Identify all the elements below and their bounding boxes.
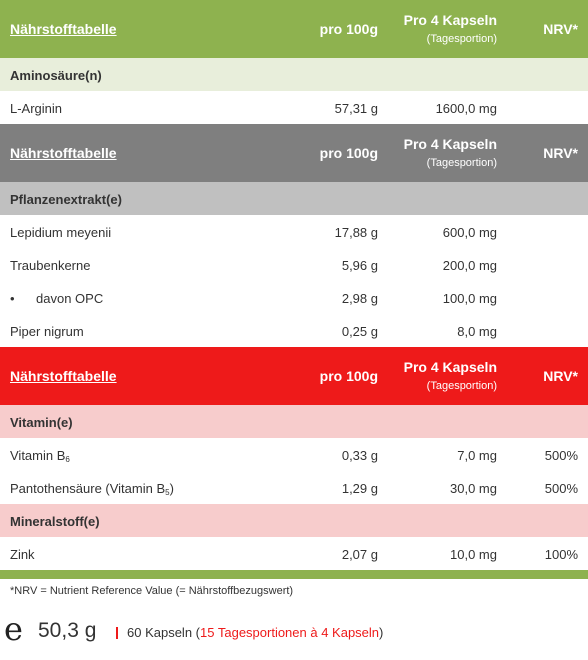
per-4-capsules-value: 8,0 mg (457, 324, 497, 339)
nutrient-name (10, 481, 174, 497)
per-100g-value: 2,98 g (341, 291, 378, 306)
table-header-plant (0, 124, 588, 182)
table-header-vitamins (0, 347, 588, 405)
section-label: Pflanzenextrakt(e) (10, 192, 122, 207)
table-row (0, 248, 588, 281)
section-label: Aminosäure(n) (10, 68, 102, 83)
table-row (0, 471, 588, 504)
portion-info: 15 Tagesportionen à 4 Kapseln (200, 625, 380, 640)
per-100g-value: 1,29 g (341, 481, 378, 496)
nutrient-name-suffix: ) (169, 481, 174, 496)
per-100g-value: 0,33 g (341, 448, 378, 463)
section-amino (0, 58, 588, 91)
per-100g-value: 2,07 g (341, 547, 378, 562)
nutrient-name (10, 448, 70, 464)
header-title: Nährstofftabelle (10, 21, 117, 37)
nutrient-name-text: Pantothensäure (Vitamin B (10, 481, 166, 496)
header-nrv: NRV* (543, 145, 578, 161)
nutrient-name: Traubenkerne (10, 258, 91, 273)
paren-open: ( (192, 625, 201, 640)
table-row (0, 281, 588, 314)
header-nrv: NRV* (543, 368, 578, 384)
header-per-100g: pro 100g (319, 21, 378, 37)
table-row (0, 537, 588, 570)
footnote (0, 579, 588, 605)
table-row (0, 215, 588, 248)
paren-close: ) (379, 625, 384, 640)
header-daily-portion: (Tagesportion) (426, 157, 497, 169)
nutrient-subscript: 6 (65, 455, 70, 464)
table-header-amino (0, 0, 588, 58)
price-block (0, 610, 588, 652)
nutrient-name: Zink (10, 547, 35, 562)
per-4-capsules-value: 1600,0 mg (435, 101, 497, 116)
per-100g-value: 57,31 g (334, 101, 378, 116)
header-daily-portion: (Tagesportion) (426, 380, 497, 392)
per-4-capsules-value: 30,0 mg (450, 481, 497, 496)
bullet-icon: • (10, 291, 15, 306)
capsule-count: 60 Kapseln (127, 625, 193, 640)
table-row (0, 314, 588, 347)
nrv-value: 500% (544, 448, 578, 463)
nutrient-name: Piper nigrum (10, 324, 84, 339)
per-4-capsules-value: 600,0 mg (442, 225, 497, 240)
header-per-4-capsules: Pro 4 Kapseln (403, 136, 497, 152)
per-100g-value: 0,25 g (341, 324, 378, 339)
nutrient-name: L-Arginin (10, 101, 63, 116)
nrv-value: 500% (544, 481, 578, 496)
per-100g-value: 5,96 g (341, 258, 378, 273)
footnote-text: *NRV = Nutrient Reference Value (= Nährstoffbezugswert) (10, 585, 294, 597)
section-label: Mineralstoff(e) (10, 514, 100, 529)
per-4-capsules-value: 10,0 mg (450, 547, 497, 562)
header-per-4-capsules: Pro 4 Kapseln (403, 359, 497, 375)
section-plant (0, 182, 588, 215)
nrv-value: 100% (544, 547, 578, 562)
nutrient-subitem (10, 291, 103, 306)
section-label: Vitamin(e) (10, 415, 73, 430)
header-title: Nährstofftabelle (10, 368, 117, 384)
nutrient-subscript: 5 (165, 488, 170, 497)
table-row (0, 91, 588, 124)
header-per-100g: pro 100g (319, 368, 378, 384)
separator (116, 627, 118, 639)
currency-icon: e (4, 610, 23, 648)
price-amount: 50,3 g (38, 619, 97, 642)
section-minerals (0, 504, 588, 537)
nutrient-name: davon OPC (36, 291, 104, 306)
section-vitamins (0, 405, 588, 438)
per-100g-value: 17,88 g (334, 225, 378, 240)
per-4-capsules-value: 7,0 mg (457, 448, 497, 463)
per-4-capsules-value: 200,0 mg (442, 258, 497, 273)
nutrient-name-text: Vitamin B (10, 448, 66, 463)
header-per-4-capsules: Pro 4 Kapseln (403, 12, 497, 28)
table-footer-bar (0, 570, 588, 579)
header-daily-portion: (Tagesportion) (426, 33, 497, 45)
capsule-info (127, 625, 383, 640)
table-row (0, 438, 588, 471)
header-nrv: NRV* (543, 21, 578, 37)
nutrient-name: Lepidium meyenii (10, 225, 112, 240)
header-per-100g: pro 100g (319, 145, 378, 161)
header-title: Nährstofftabelle (10, 145, 117, 161)
per-4-capsules-value: 100,0 mg (442, 291, 497, 306)
